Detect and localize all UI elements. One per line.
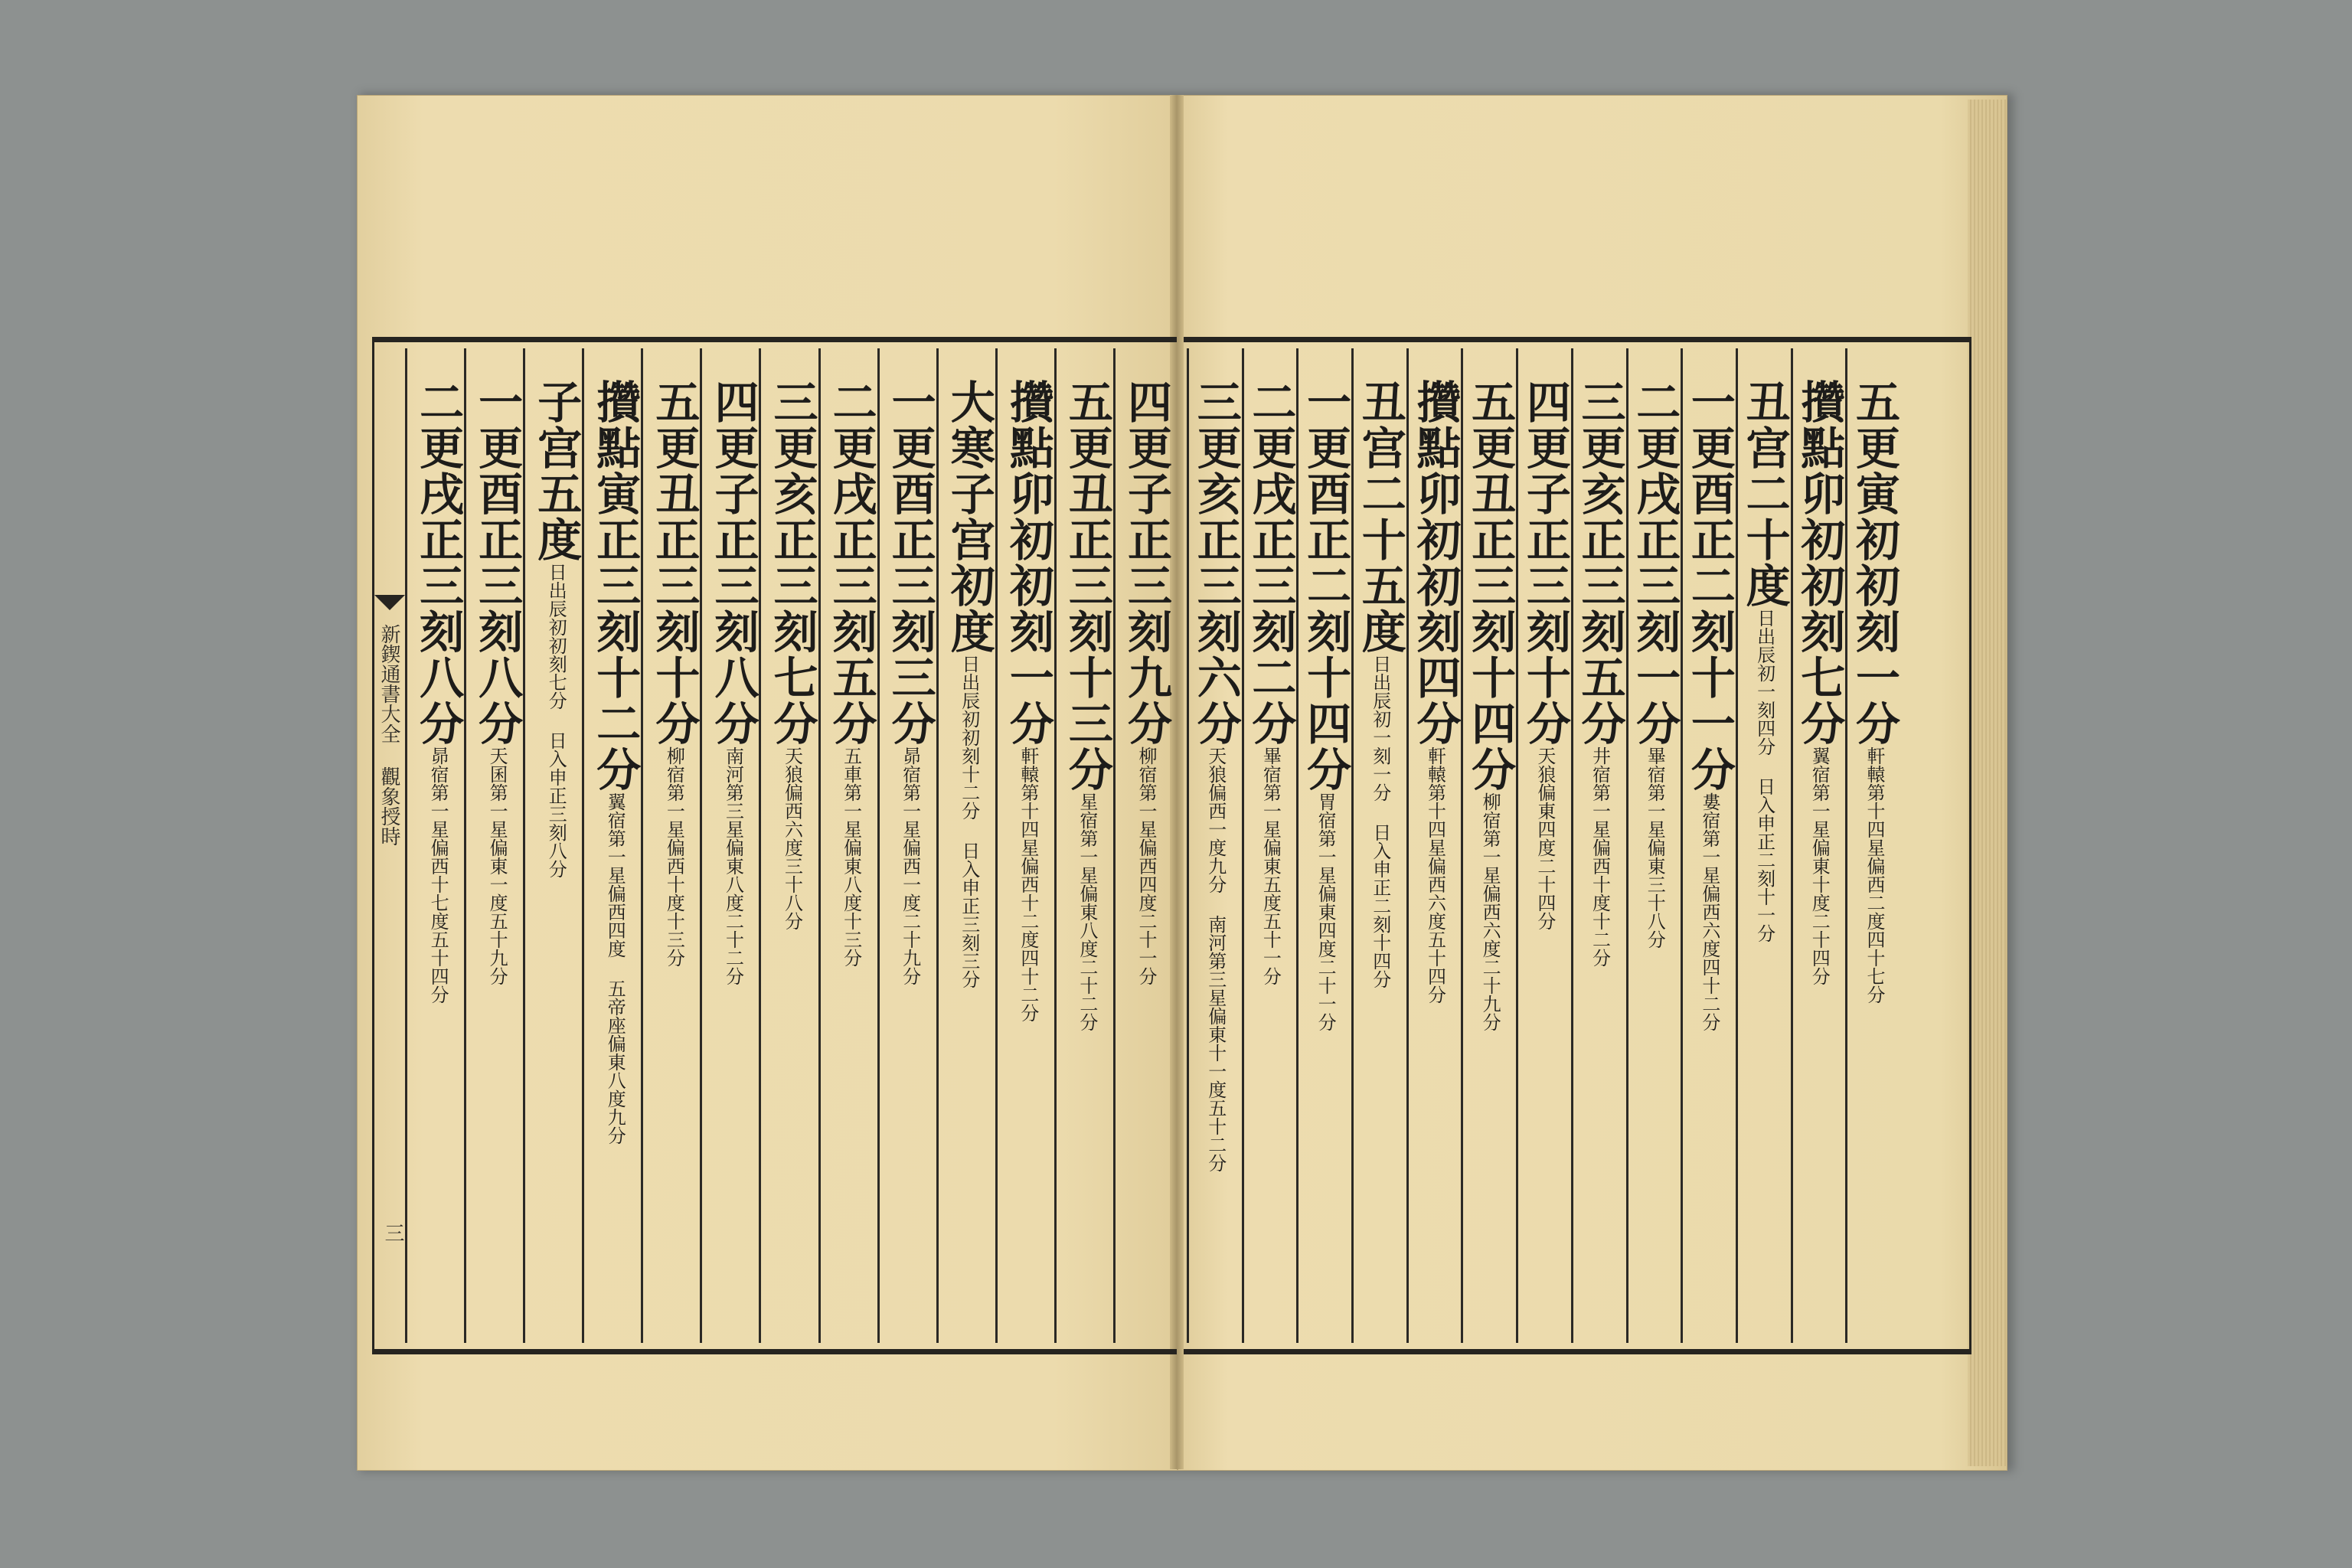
column-main-text: 子宫五度 [530, 379, 583, 563]
column-annotation: 日出辰初一刻四分 日入申正二刻十一分 [1753, 609, 1775, 942]
column-annotation: 柳宿第一星偏西六度二十九分 [1479, 792, 1501, 1031]
column-main-text: 攢點卯初初刻一分 [1001, 379, 1054, 746]
left-text-column [1054, 348, 1113, 1343]
right-text-column [1461, 348, 1516, 1343]
column-main-text: 五更丑正三刻十三分 [1060, 379, 1113, 792]
right-text-column [1187, 348, 1242, 1343]
left-text-column [995, 348, 1054, 1343]
column-annotation: 柳宿第一星偏西四度二十一分 [1135, 746, 1157, 985]
column-annotation: 南河第三星偏東八度二十二分 [722, 746, 744, 985]
column-main-text: 四更子正三刻九分 [1119, 379, 1172, 746]
column-annotation: 井宿第一星偏西十度十二分 [1589, 746, 1611, 967]
left-text-column [1113, 348, 1172, 1343]
left-text-column [936, 348, 995, 1343]
column-main-text: 攢點卯初初刻四分 [1409, 379, 1462, 746]
left-text-column [759, 348, 818, 1343]
column-main-text: 一更酉正二刻十四分 [1299, 379, 1352, 792]
left-text-column [582, 348, 641, 1343]
column-annotation: 軒轅第十四星偏西六度五十四分 [1424, 746, 1446, 1004]
column-main-text: 三更亥正三刻七分 [766, 379, 818, 746]
column-main-text: 攢點卯初初刻七分 [1793, 379, 1846, 746]
column-annotation: 翼宿第一星偏西四度 五帝座偏東八度九分 [604, 792, 626, 1145]
column-annotation: 五車第一星偏東八度十三分 [840, 746, 862, 967]
column-annotation: 星宿第一星偏東八度二十二分 [1076, 792, 1098, 1031]
column-main-text: 三更亥正三刻五分 [1573, 379, 1626, 746]
right-text-column [1845, 348, 1900, 1343]
right-text-column [1296, 348, 1351, 1343]
column-annotation: 天狼偏西六度三十八分 [781, 746, 803, 930]
column-main-text: 四更子正三刻十分 [1518, 379, 1571, 746]
left-text-column [818, 348, 877, 1343]
right-text-column [1681, 348, 1736, 1343]
column-annotation: 畢宿第一星偏東五度五十一分 [1259, 746, 1282, 985]
column-main-text: 二更戌正三刻一分 [1628, 379, 1681, 746]
right-text-column [1736, 348, 1791, 1343]
column-annotation: 日出辰初一刻一分 日入申正二刻十四分 [1369, 655, 1391, 988]
left-text-column [523, 348, 582, 1343]
column-main-text: 二更戌正三刻五分 [825, 379, 877, 746]
left-text-column [405, 348, 464, 1343]
right-text-column [1351, 348, 1406, 1343]
column-annotation: 婁宿第一星偏西六度四十二分 [1698, 792, 1720, 1031]
right-page-frame [1184, 337, 1971, 1354]
column-main-text: 五更寅初初刻一分 [1847, 379, 1900, 746]
column-main-text: 丑宫二十度 [1738, 379, 1791, 609]
column-annotation: 軒轅第十四星偏西十二度四十二分 [1017, 746, 1039, 1022]
left-text-column [464, 348, 523, 1343]
right-text-column [1242, 348, 1297, 1343]
column-main-text: 攢點寅正三刻十二分 [589, 379, 642, 792]
right-text-column [1626, 348, 1681, 1343]
left-text-column [700, 348, 759, 1343]
column-annotation: 昴宿第一星偏西一度二十九分 [899, 746, 921, 985]
column-annotation: 天狼偏東四度二十四分 [1534, 746, 1556, 930]
column-annotation: 胃宿第一星偏東四度二十一分 [1315, 792, 1337, 1031]
column-main-text: 一更酉正三刻三分 [884, 379, 936, 746]
column-annotation: 天囷第一星偏東一度五十九分 [486, 746, 508, 985]
column-main-text: 二更戌正三刻八分 [412, 379, 465, 746]
page-edges [1968, 100, 2006, 1466]
column-annotation: 日出辰初初刻七分 日入申正三刻八分 [545, 563, 567, 878]
left-page-number: 三 [381, 1223, 404, 1243]
right-text-column [1791, 348, 1846, 1343]
right-text-column [1516, 348, 1571, 1343]
column-annotation: 柳宿第一星偏西十度十三分 [663, 746, 685, 967]
column-main-text: 二更戌正三刻二分 [1244, 379, 1297, 746]
column-main-text: 四更子正三刻八分 [707, 379, 760, 746]
column-annotation: 翼宿第一星偏東十度二十四分 [1808, 746, 1831, 985]
column-main-text: 大寒子宫初度 [942, 379, 995, 655]
margin-title: 新鍥通書大全 觀象授時 [377, 624, 400, 846]
left-page-frame [372, 337, 1177, 1354]
column-main-text: 三更亥正三刻六分 [1189, 379, 1242, 746]
column-main-text: 一更酉正三刻八分 [471, 379, 524, 746]
column-annotation: 日出辰初初刻十二分 日入申正三刻三分 [958, 655, 980, 988]
column-main-text: 五更丑正三刻十分 [648, 379, 701, 746]
column-annotation: 畢宿第一星偏東三十八分 [1644, 746, 1666, 949]
column-annotation: 軒轅第十四星偏西二度四十七分 [1863, 746, 1885, 1004]
column-main-text: 五更丑正三刻十四分 [1464, 379, 1517, 792]
left-text-column [641, 348, 700, 1343]
column-annotation: 天狼偏西一度九分 南河第三星偏東十一度五十二分 [1204, 746, 1227, 1172]
column-main-text: 一更酉正二刻十一分 [1683, 379, 1736, 792]
left-text-column [877, 348, 936, 1343]
column-annotation: 昴宿第一星偏西十七度五十四分 [427, 746, 449, 1004]
right-text-column [1406, 348, 1462, 1343]
column-main-text: 丑宫二十五度 [1354, 379, 1406, 655]
right-text-column [1571, 348, 1626, 1343]
